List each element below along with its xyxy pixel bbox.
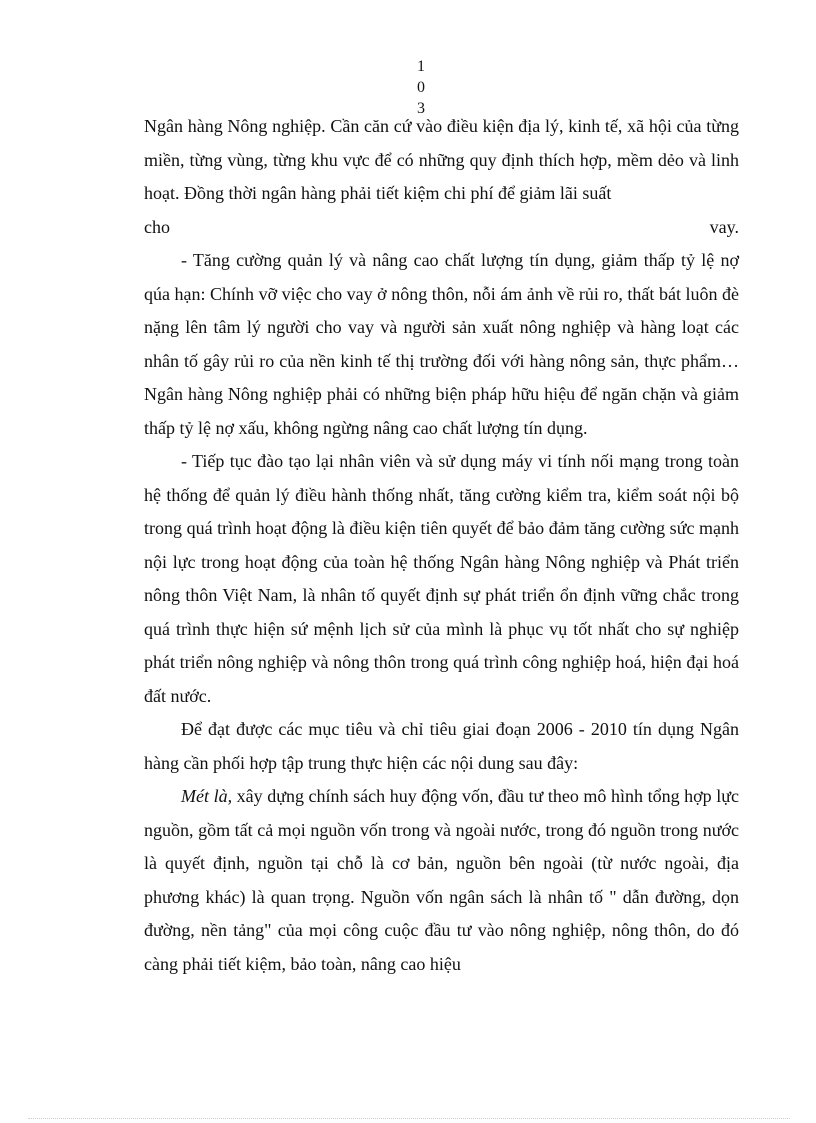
- page-number-digit: 3: [417, 100, 425, 117]
- paragraph-3: - Tiếp tục đào tạo lại nhân viên và sử dụng máy vi tính nối mạng trong toàn hệ thống để quản lý điều hành thống nhất, tăng cường kiểm tra, kiểm soát nội bộ trong quá trình hoạt động là điều kiện tiên quyết để bảo đảm tăng cường sức mạnh nội lực trong hoạt động của toàn hệ thống Ngân hàng Nông nghiệp và Phát triển nông thôn Việt Nam, là nhân tố quyết định sự phát triển ổn định vững chắc trong quá trình thực hiện sứ mệnh lịch sử của mình là phục vụ tốt nhất cho sự nghiệp phát triển nông nghiệp và nông thôn trong quá trình công nghiệp hoá, hiện đại hoá đất nước.: [144, 451, 739, 706]
- paragraph-1: [144, 110, 739, 211]
- page-bottom-divider: [28, 1118, 790, 1119]
- paragraph-1-end-left: cho: [144, 216, 170, 237]
- page-number-digit: 1: [417, 58, 425, 75]
- paragraph-4: Để đạt được các mục tiêu và chỉ tiêu giai đoạn 2006 - 2010 tín dụng Ngân hàng cần phối hợp tập trung thực hiện các nội dung sau đây:: [144, 719, 739, 773]
- paragraph-5-text: xây dựng chính sách huy động vốn, đầu tư theo mô hình tổng hợp lực nguồn, gồm tất cả mọi nguồn vốn trong và ngoài nước, trong đó nguồn trong nước là quyết định, nguồn tại chỗ là cơ bản, nguồn bên ngoài (từ nước ngoài, địa phương khác) là quan trọng. Nguồn vốn ngân sách là nhân tố " dẫn đường, dọn đường, nền tảng" của mọi công cuộc đầu tư vào nông nghiệp, nông thôn, do đó càng phải tiết kiệm, bảo toàn, nâng cao hiệu: [144, 786, 739, 974]
- paragraph-1-last-line: [144, 211, 739, 245]
- paragraph-2: - Tăng cường quản lý và nâng cao chất lượng tín dụng, giảm thấp tỷ lệ nợ qúa hạn: Chính vỡ việc cho vay ở nông thôn, nỗi ám ảnh về rủi ro, thất bát luôn đè nặng lên tâm lý người cho vay và người sản xuất nông nghiệp và hàng loạt các nhân tố gây rủi ro của nền kinh tế thị trường đối với hàng nông sản, thực phẩm… Ngân hàng Nông nghiệp phải có những biện pháp hữu hiệu để ngăn chặn và giảm thấp tỷ lệ nợ xấu, không ngừng nâng cao chất lượng tín dụng.: [144, 250, 739, 438]
- paragraph-1-end-right: vay.: [709, 216, 739, 237]
- document-body: [144, 110, 739, 981]
- paragraph-5-lead: Mét là,: [181, 786, 233, 806]
- paragraph-1-text: Ngân hàng Nông nghiệp. Cần căn cứ vào điều kiện địa lý, kinh tế, xã hội của từng miền, từng vùng, từng khu vực để có những quy định thích hợp, mềm dẻo và linh hoạt. Đồng thời ngân hàng phải tiết kiệm chi phí để giảm lãi suất: [144, 116, 739, 203]
- page-number-digit: 0: [417, 79, 425, 96]
- paragraph-5: [144, 780, 739, 981]
